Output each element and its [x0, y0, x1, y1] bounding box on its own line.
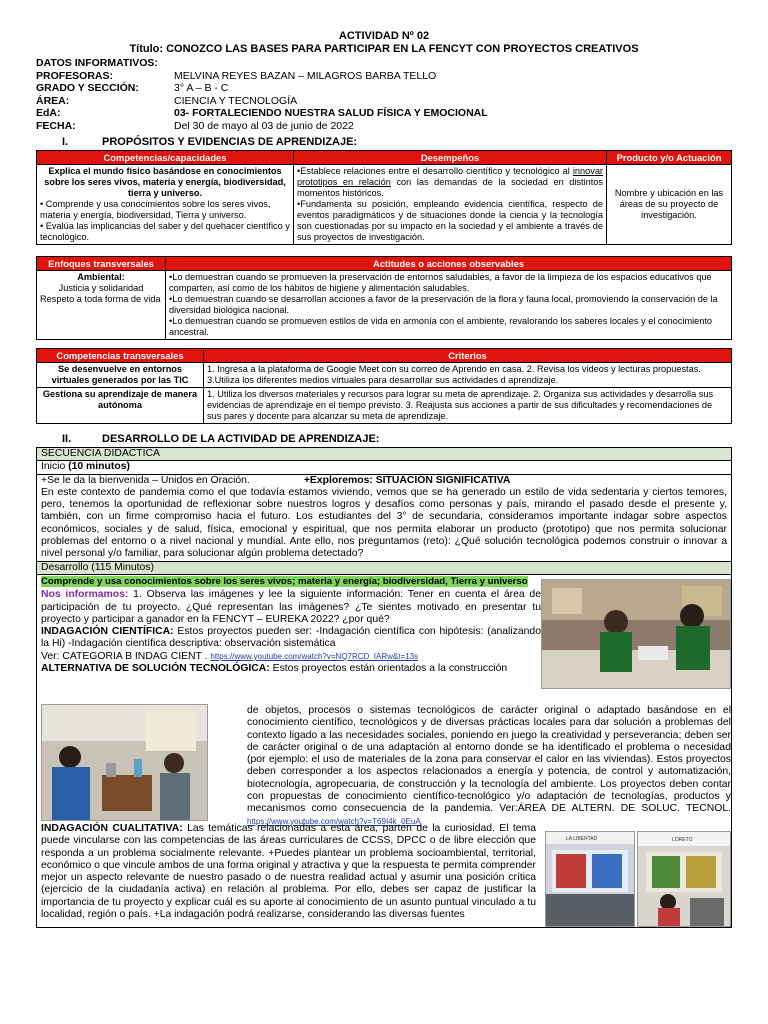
transversal-competencies-table [36, 348, 732, 424]
students-photo [541, 579, 731, 689]
video-link-line-1: Ver: CATEGORIA B INDAG CIENT . https://www.youtube.com/watch?v=NQ7RCD_IARw&t=13s [41, 650, 419, 662]
section-1-heading: I. PROPÓSITOS Y EVIDENCIAS DE APRENDIZAJE: [62, 136, 358, 148]
table-header: Producto y/o Actuación [607, 151, 732, 165]
qualitative-inquiry-paragraph: INDAGACIÓN CUALITATIVA: Las temáticas relacionadas a esta área, parten de la curiosidad. El tema puede vincularse con las competencias de las áreas curriculares de CCSS, DPCC o de libre elección que responda a un problema socialmente relevante. +Puedes plantear un problema socioambiental, territorial, económico o que vincule ambos de una forma original y atractiva y que la respuesta te permita comprender mejor un aspecto relevante de nuestro pasado o de nuestra realidad actual y asumir una posición crítica (ejercicio de la ciudadanía activa) en relación al problema. Por ello, debes ser capaz de justificar la importancia de tu proyecto y explicar cuál es su aporte al conocimiento de un asunto puntual vinculado a tu localidad, región o país. +La indagación podrá realizarse, considerando las diversas fuentes [41, 822, 536, 921]
activity-subtitle: Título: CONOZCO LAS BASES PARA PARTICIPAR EN LA FENCYT CON PROYECTOS CREATIVOS [129, 43, 639, 55]
info-heading: DATOS INFORMATIVOS: [36, 57, 158, 69]
info-row: ÁREA: CIENCIA Y TECNOLOGÍA [36, 94, 298, 107]
table-header: Enfoques transversales [37, 257, 166, 271]
section-2-heading: II. DESARROLLO DE LA ACTIVIDAD DE APRENDIZAJE: [62, 433, 380, 445]
welcome-line: +Se le da la bienvenida – Unidos en Oración. +Exploremos: SITUACIÓN SIGNIFICATIVA [41, 474, 511, 486]
table-header: Criterios [204, 349, 732, 363]
info-row: FECHA: Del 30 de mayo al 03 de junio de 2022 [36, 119, 354, 132]
performance-cell: •Establece relaciones entre el desarrollo científico y tecnológico al innovar prototipos en relación con las demandas de la sociedad en distintos momentos históricos. •Fundamenta su posición, empleando evidencia científica, respecto de eventos paradigmáticos y de situaciones donde la ciencia y la tecnología son cuestionadas por su impacto en la sociedad y el ambiente a través de sus proyectos de investigación. [294, 165, 607, 245]
info-row: PROFESORAS: MELVINA REYES BAZAN – MILAGROS BARBA TELLO [36, 69, 437, 82]
competency-banner: Comprende y usa conocimientos sobre los seres vivos; materia y energía; biodiversidad, Tierra y universo [41, 575, 528, 587]
purposes-table [36, 150, 732, 245]
transversal-competency: Gestiona su aprendizaje de manera autónoma [37, 388, 204, 424]
info-row: GRADO Y SECCIÓN: 3° A – B - C [36, 82, 229, 94]
transversal-competency: Se desenvuelve en entornos virtuales generados por las TIC [37, 363, 204, 388]
approach-cell: Ambiental: Justicia y solidaridad Respeto a toda forma de vida [37, 271, 166, 340]
development-phase: Desarrollo (115 Minutos) [37, 561, 731, 574]
approaches-table [36, 256, 732, 340]
scientific-inquiry-paragraph: INDAGACIÓN CIENTÍFICA: Estos proyectos pueden ser: -Indagación científica con hipótesis: (analizando la Hi) -Indagación científica descriptiva: observación sistemática [41, 626, 541, 650]
science-fair-photo-art [42, 705, 207, 820]
product-cell: Nombre y ubicación en las áreas de su proyecto de investigación. [607, 165, 732, 245]
table-header: Desempeños [294, 151, 607, 165]
criteria-cell: 1. Ingresa a la plataforma de Google Meet con su correo de Aprendo en casa. 2. Revisa los videos y lecturas propuestas. 3.Utiliza los diferentes medios virtuales para desarrollar sus actividades d aprendizaje. [204, 363, 732, 388]
start-phase: Inicio (10 minutos) [37, 460, 731, 473]
banner-right-label: LORETO [672, 836, 693, 843]
sequence-label: SECUENCIA DIDÁCTICA [37, 448, 731, 460]
competency-cell: Explica el mundo físico basándose en conocimientos sobre los seres vivos, materia y energía, biodiversidad, tierra y universo. • Comprende y usa conocimientos sobre los seres vivos, materia y energía, biodiversidad, Tierra y universo. • Evalúa las implicancias del saber y del quehacer científico y tecnológico. [37, 165, 294, 245]
fair-stand-photo-left-art [546, 832, 634, 926]
fair-stand-photo-left [545, 831, 635, 927]
table-header: Competencias/capacidades [37, 151, 294, 165]
attitudes-cell: •Lo demuestran cuando se promueven la preservación de entornos saludables, a favor de la limpieza de los espacios educativos que comparten, así como de los hábitos de higiene y alimentación saludables. •Lo demuestran cuando se desarrollan acciones a favor de la preservación de la flora y fauna local, promoviendo la conservación de la diversidad biológica nacional. •Lo demuestran cuando se promueven estilos de vida en armonía con el ambiente, revalorando los saberes locales y el conocimiento ancestral. [166, 271, 732, 340]
activity-title: ACTIVIDAD Nº 02 [338, 30, 430, 42]
info-row: EdA: 03- FORTALECIENDO NUESTRA SALUD FÍSICA Y EMOCIONAL [36, 107, 488, 119]
inform-paragraph: Nos informamos: 1. Observa las imágenes y lee la siguiente información: Tener en cuenta el área de participación de tu proyecto. ¿Qué representan las imágenes? ¿Te sientes motivado en presentar tu proyecto y participar a ganador en la FENCYT – EUREKA 2022? ¿por qué? [41, 589, 541, 625]
tech-solution-paragraph: de objetos, procesos o sistemas tecnológicos de carácter original o adaptado basándose en el conocimiento científico, tecnológicos y de diversas prácticas locales para dar solución a problemas del contexto ligado a las necesidades sociales, poniendo en juego la creatividad y perseverancia; deben ser de carácter original o de una adaptación al entorno donde se ha identificado el problema o necesidad (por ejemplo: el uso de materiales de la zona para conservar el calor en las viviendas). Estos proyectos deben corresponder a los aspectos relacionados a energía y potencia, de control y automatización, biotecnología, agropecuaria, de construcción y la tecnología del ambiente. Los proyectos deben contar con propuestas de conocimiento científico-tecnológico y/o adaptación de tecnologías, productos y mecanismos como consecuencia de la pandemia. Ver:ÁREA DE ALTERN. DE SOLUC. TECNOL. https://www.youtube.com/watch?v=T69I4k_0EuA [247, 704, 731, 826]
tech-solution-intro: ALTERNATIVA DE SOLUCIÓN TECNOLÓGICA: Estos proyectos están orientados a la construcción [41, 663, 508, 675]
table-header: Competencias transversales [37, 349, 204, 363]
context-paragraph: En este contexto de pandemia como el que todavía estamos viviendo, vemos que se ha generado un estilo de vida sedentaria y ciertos temores, pero, tenemos la oportunidad de reflexionar sobre nuestros logros y desafíos como personas y país, mirando el pasado desde el presente y, también, con un firme compromiso hacia el futuro. Los estudiantes del 3° de secundaria, consideramos importante indagar sobre aspectos económicos, sociales y de salud, física, emocional y espiritual, que nos permita elaborar un producto (prototipo) que nos permita solucionar problemas del entorno o a nivel nacional y mundial. Ante ello, nos preguntamos (reto): ¿Qué solución tecnológica podemos construir o innovar a nivel personal y/o familiar, para solucionar algún problema detectado? [41, 486, 727, 560]
video-link-1[interactable]: https://www.youtube.com/watch?v=NQ7RCD_IARw&t=13s [210, 651, 419, 661]
video-link-2[interactable]: https://www.youtube.com/watch?v=T69I4k_0EuA [247, 816, 421, 826]
start-content [37, 474, 731, 561]
students-photo-art [542, 580, 730, 688]
development-text-top [41, 576, 541, 675]
criteria-cell: 1. Utiliza los diversos materiales y recursos para lograr su meta de aprendizaje. 2. Organiza sus actividades y desarrolla sus evidencias de aprendizaje en el tiempo previsto. 3. Reajusta sus acciones a partir de sus dificultades y recomendaciones de sus pares y docente para alcanzar su meta de aprendizaje. [204, 388, 732, 424]
didactic-sequence [36, 447, 732, 928]
info-block [36, 57, 732, 132]
science-fair-photo [41, 704, 208, 821]
fair-stand-photo-right [637, 831, 731, 927]
banner-left-label: LA LIBERTAD [566, 835, 598, 842]
development-content [37, 574, 731, 927]
table-header: Actitudes o acciones observables [166, 257, 732, 271]
